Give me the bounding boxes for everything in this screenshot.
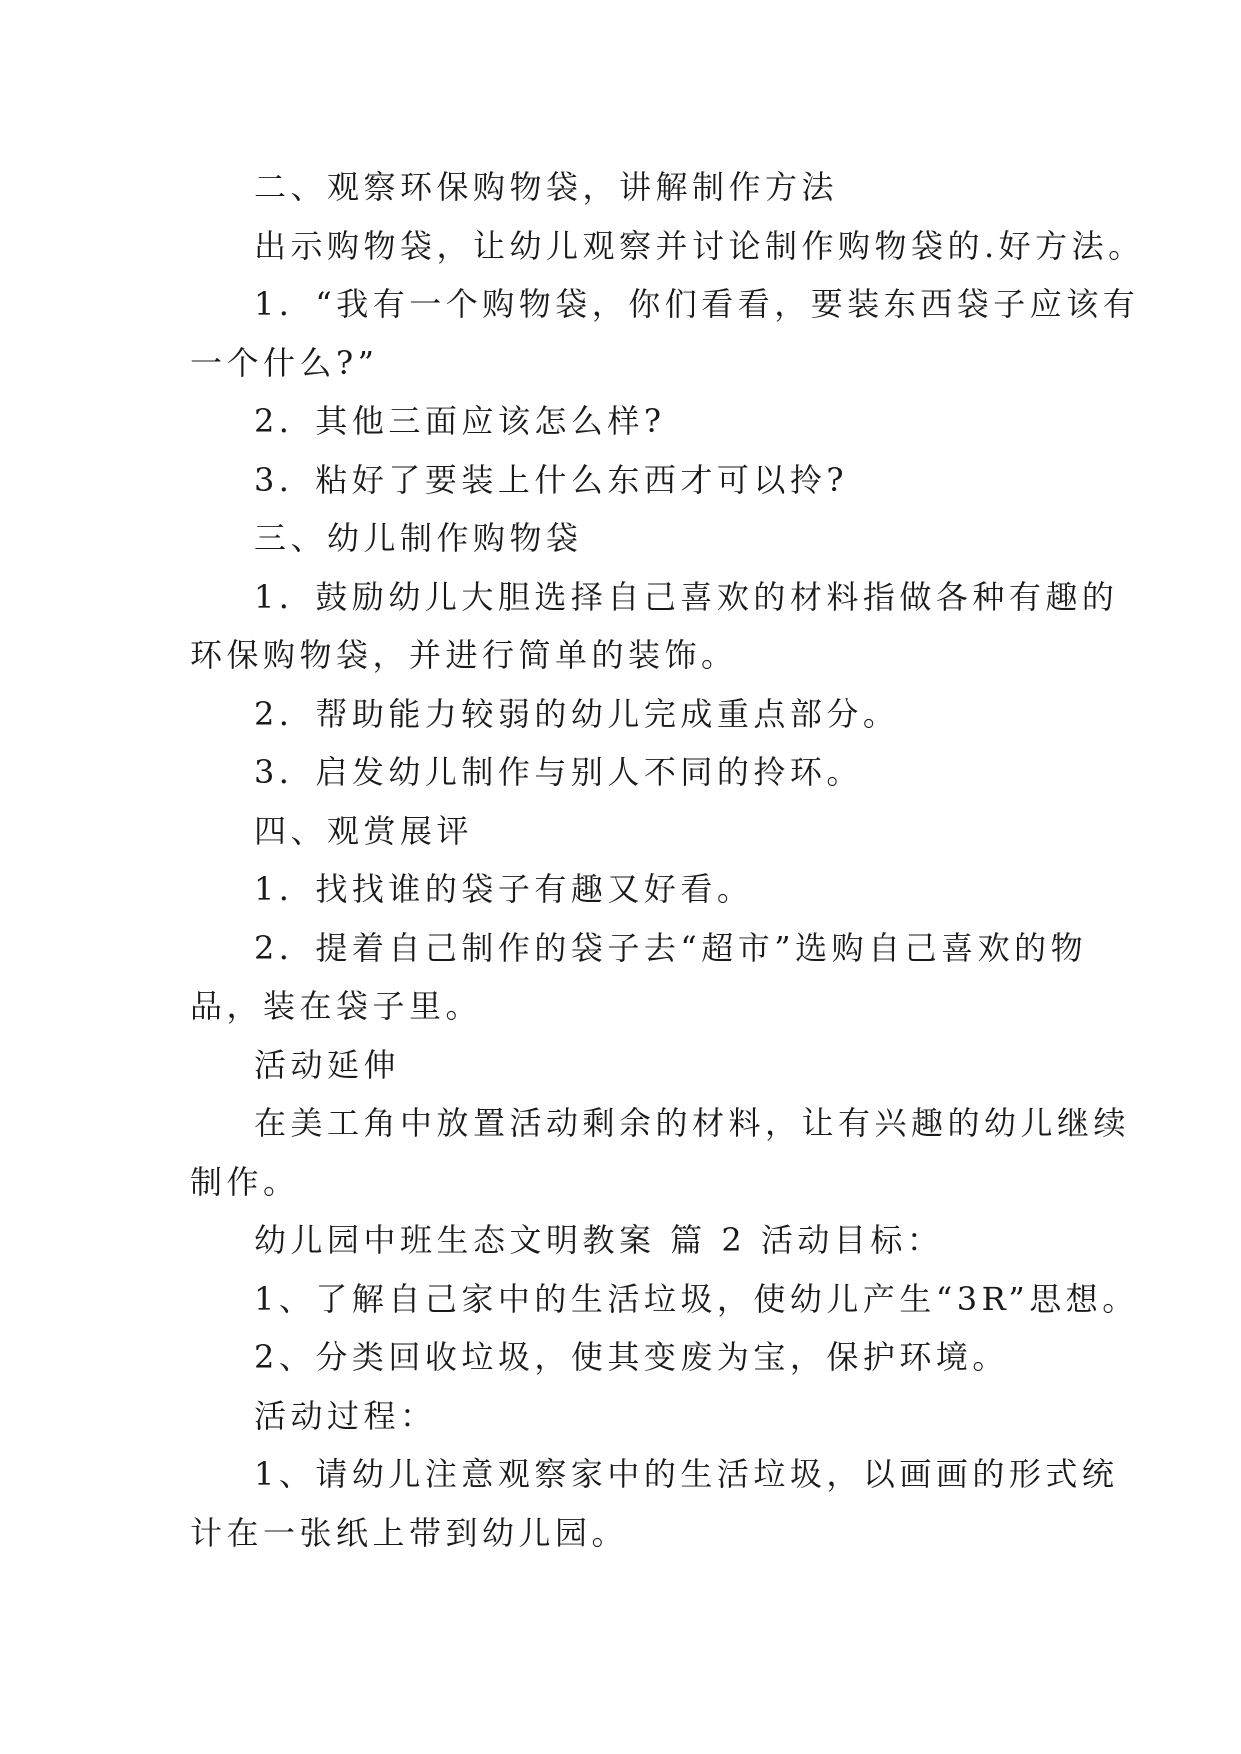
document-paragraph: 1、了解自己家中的生活垃圾，使幼儿产生“3R”思想。 <box>254 1279 1139 1318</box>
document-paragraph: 幼儿园中班生态文明教案 篇 2 活动目标： <box>254 1221 944 1259</box>
document-paragraph: 1、请幼儿注意观察家中的生活垃圾，以画画的形式统 <box>254 1455 1119 1493</box>
document-paragraph: 活动过程： <box>254 1396 437 1435</box>
document-paragraph: 2．提着自己制作的袋子去“超市”选购自己喜欢的物 <box>254 928 1088 967</box>
document-paragraph: 活动延伸 <box>254 1045 401 1084</box>
document-paragraph: 二、观察环保购物袋，讲解制作方法 <box>254 168 839 206</box>
document-paragraph: 出示购物袋，让幼儿观察并讨论制作购物袋的.好方法。 <box>254 226 1145 265</box>
document-paragraph: 三、幼儿制作购物袋 <box>254 519 583 557</box>
document-paragraph: 品，装在袋子里。 <box>190 987 483 1025</box>
document-paragraph: 1．找找谁的袋子有趣又好看。 <box>254 870 754 908</box>
document-paragraph: 1．鼓励幼儿大胆选择自己喜欢的材料指做各种有趣的 <box>254 577 1119 616</box>
document-paragraph: 在美工角中放置活动剩余的材料，让有兴趣的幼儿继续 <box>254 1104 1131 1142</box>
document-paragraph: 2．其他三面应该怎么样? <box>254 402 666 440</box>
document-paragraph: 环保购物袋，并进行简单的装饰。 <box>190 636 738 674</box>
document-paragraph: 制作。 <box>190 1162 300 1201</box>
document-paragraph: 四、观赏展评 <box>254 811 474 850</box>
document-paragraph: 3．启发幼儿制作与别人不同的拎环。 <box>254 753 863 791</box>
document-paragraph: 计在一张纸上带到幼儿园。 <box>190 1513 629 1552</box>
document-body <box>190 158 1145 1562</box>
document-paragraph: 2．帮助能力较弱的幼儿完成重点部分。 <box>254 694 900 733</box>
document-paragraph: 3．粘好了要装上什么东西才可以拎? <box>254 460 849 499</box>
document-paragraph: 一个什么?” <box>190 343 379 382</box>
document-paragraph: 1．“我有一个购物袋，你们看看，要装东西袋子应该有 <box>254 285 1140 323</box>
document-paragraph: 2、分类回收垃圾，使其变废为宝，保护环境。 <box>254 1338 1009 1376</box>
